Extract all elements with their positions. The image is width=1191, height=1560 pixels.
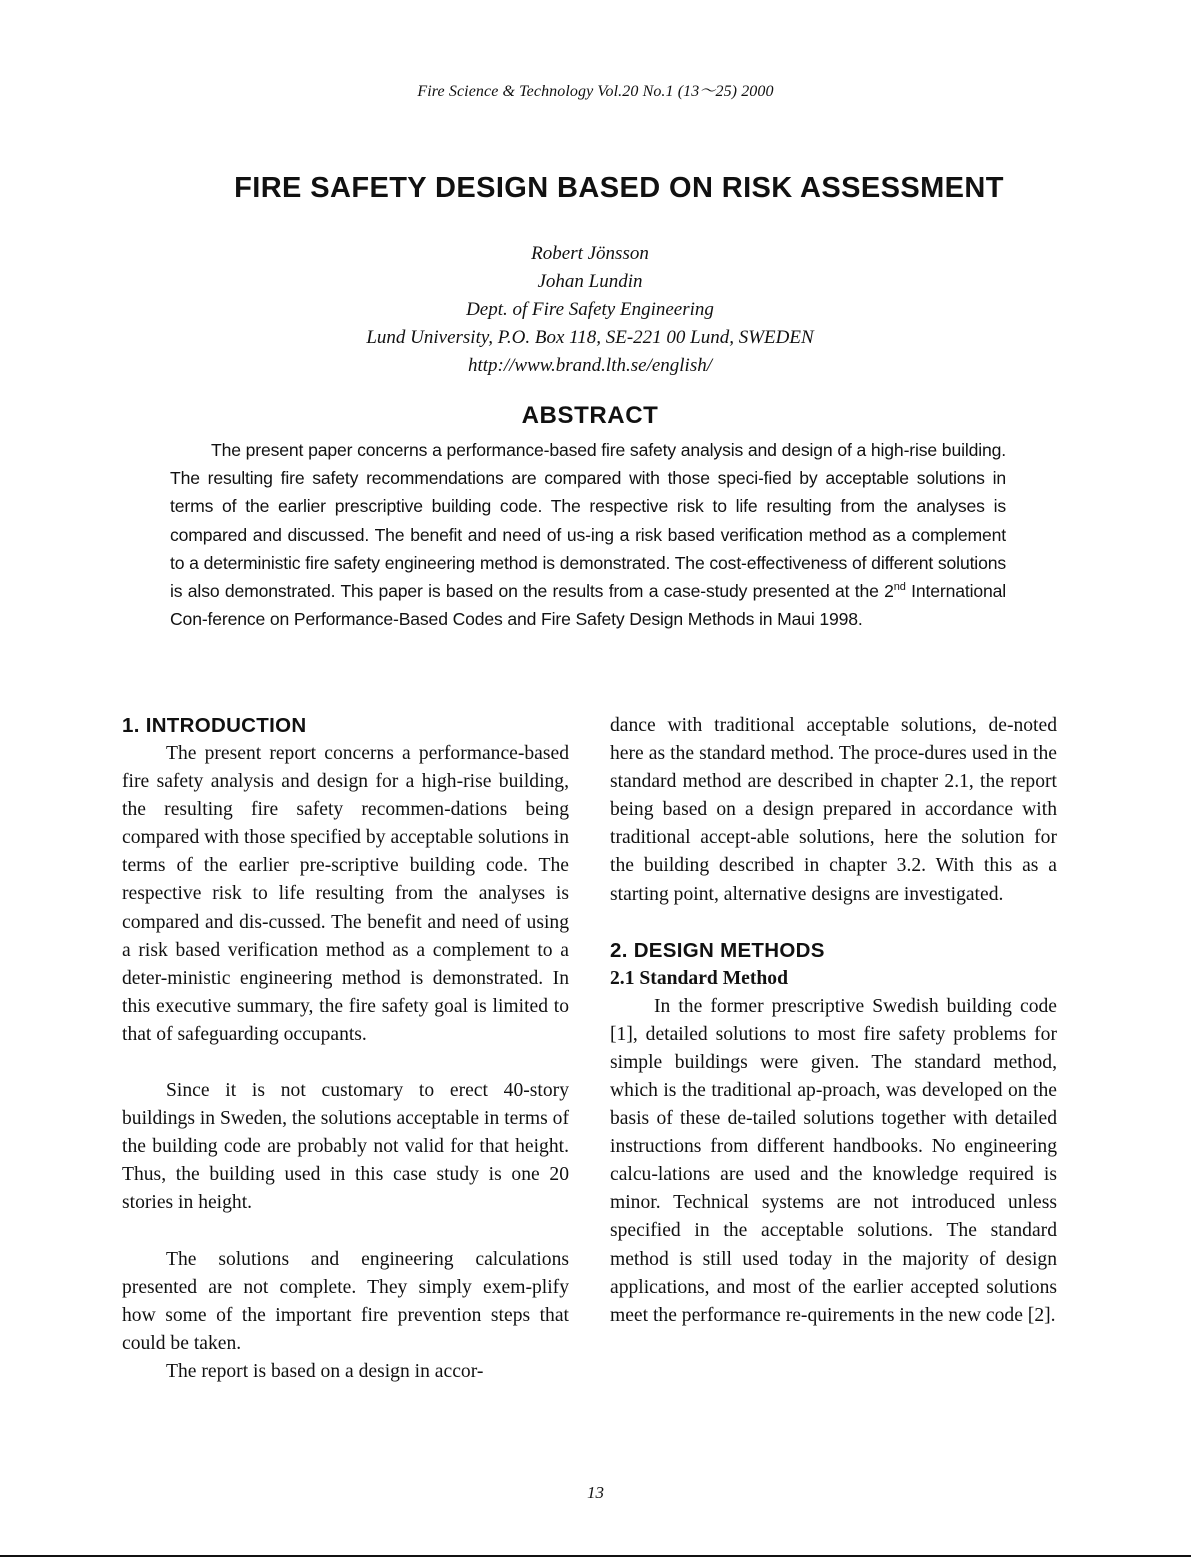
bottom-rule [0,1555,1191,1557]
subsection-heading-standard-method: 2.1 Standard Method [610,967,788,989]
author-name: Robert Jönsson [531,243,649,264]
section-heading-introduction: 1. INTRODUCTION [122,714,307,737]
author-url: http://www.brand.lth.se/english/ [467,355,713,376]
body-paragraph: In the former prescriptive Swedish building code [1], detailed solutions to most fire safety problems for simple buildings were given. The standard method, which is the traditional ap-proach, was developed on the basis of these de-tailed solutions together with detailed instructions from different handbooks. No engineering calcu-lations are used and the knowledge required is minor. Technical systems are not introduced unless specified in the acceptable solutions. The standard method is still used today in the majority of design applications, and most of the earlier accepted solutions meet the performance re-quirements in the new code [2]. [610,995,1057,1326]
body-paragraph: The report is based on a design in accor- [166,1360,484,1382]
right-column [610,712,1057,1330]
abstract-body [170,436,1006,633]
abstract-text: International Con-ference on Performance-Based Codes and Fire Safety Design Methods in Maui 1998. [170,581,1006,630]
author-department: Dept. of Fire Safety Engineering [466,299,714,320]
body-paragraph: Since it is not customary to erect 40-story buildings in Sweden, the solutions acceptable in terms of the building code are probably not valid for that height. Thus, the building used in this case study is one 20 stories in height. [122,1080,569,1214]
body-paragraph: The present report concerns a performance-based fire safety analysis and design for a high-rise building, the resulting fire safety recommen-dations being compared with those specified by acceptable solutions in terms of the earlier pre-scriptive building code. The respective risk to life resulting from the analyses is compared and dis-cussed. The benefit and need of using a risk based verification method as a complement to a deter-ministic engineering method is demonstrated. In this executive summary, the fire safety goal is limited to that of safeguarding occupants. [122,743,569,1045]
page-number: 13 [587,1483,604,1502]
abstract-heading: ABSTRACT [521,402,659,429]
paragraph-gap [122,1049,569,1077]
ordinal-superscript: nd [893,581,906,594]
paper-title: FIRE SAFETY DESIGN BASED ON RISK ASSESSMENT [234,172,1004,204]
left-column [122,712,569,1386]
abstract-text: The present paper concerns a performance-based fire safety analysis and design of a high-rise building. The resulting fire safety recommendations are compared with those speci-fied by acceptable solutions in terms of the earlier prescriptive building code. The respective risk to life resulting from the analyses is compared and discussed. The benefit and need of us-ing a risk based verification method as a complement to a deterministic fire safety engineering method is demonstrated. The cost-effectiveness of different solutions is also demonstrated. This paper is based on the results from a case-study presented at the 2 [170,440,1006,602]
body-paragraph: The solutions and engineering calculations presented are not complete. They simply exem-plify how some of the important fire prevention steps that could be taken. [122,1248,569,1354]
section-heading-design-methods: 2. DESIGN METHODS [610,938,825,962]
paragraph-gap [122,1218,569,1246]
running-head: Fire Science & Technology Vol.20 No.1 (13〜25) 2000 [417,83,774,100]
body-paragraph-continuation: dance with traditional acceptable solutions, de-noted here as the standard method. The proce-dures used in the standard method are described in chapter 2.1, the report being based on a design prepared in accordance with traditional accept-able solutions, here the solution for the building described in chapter 3.2. With this as a starting point, alternative designs are investigated. [610,715,1057,905]
author-address: Lund University, P.O. Box 118, SE-221 00 Lund, SWEDEN [366,327,814,348]
author-block [0,240,1180,380]
author-name: Johan Lundin [537,271,643,292]
paragraph-gap [610,909,1057,937]
